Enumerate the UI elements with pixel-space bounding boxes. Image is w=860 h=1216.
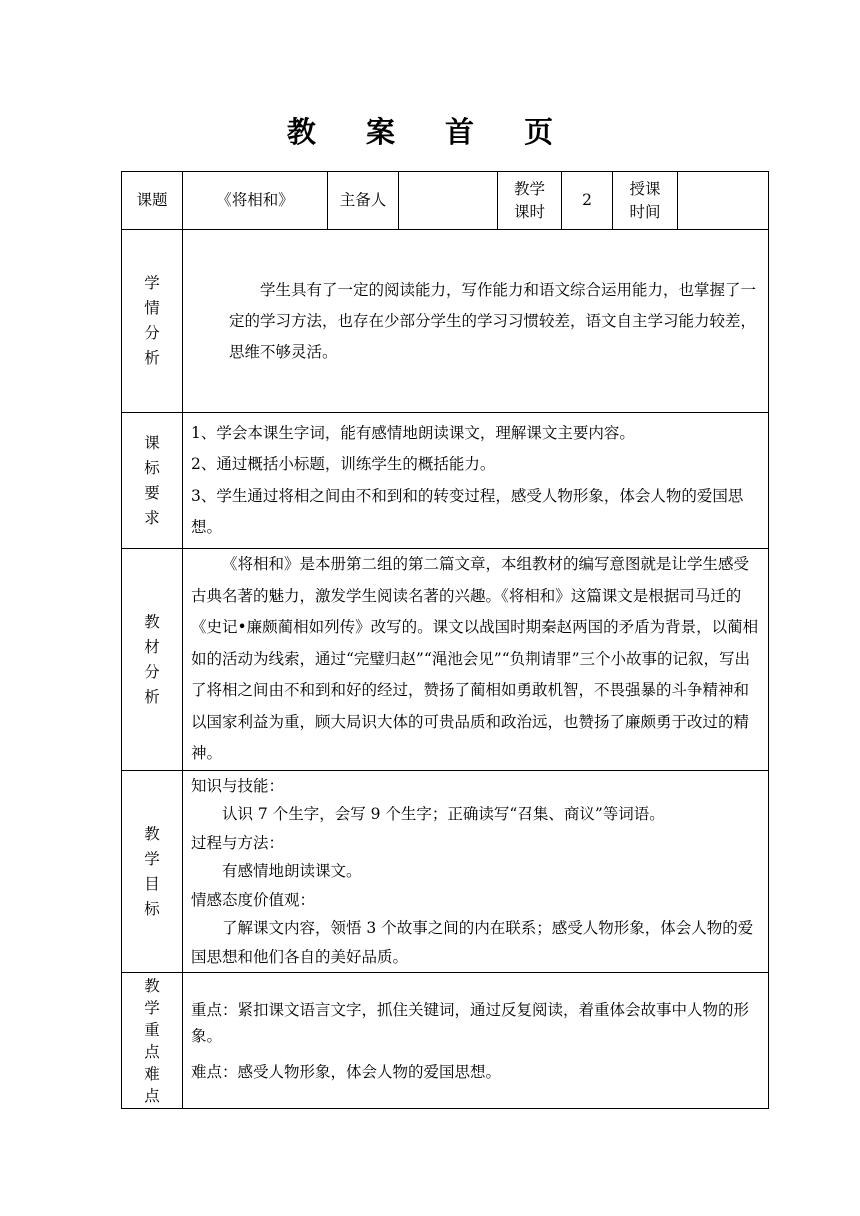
curriculum-item: 3、学生通过将相之间由不和到和的转变过程，感受人物形象，体会人物的爱国思想。: [191, 486, 744, 536]
label-char: 求: [144, 508, 160, 527]
label-char: 教: [144, 976, 160, 995]
hours-value: 2: [562, 172, 613, 230]
knowledge-heading: 知识与技能：: [191, 776, 285, 795]
label-char: 析: [144, 687, 160, 706]
lesson-plan-table: [121, 171, 769, 1109]
curriculum-item: 2、通过概括小标题，训练学生的概括能力。: [191, 455, 496, 473]
label-char: 学: [144, 998, 160, 1017]
label-char: 重: [144, 1020, 160, 1039]
objectives-row: [122, 771, 769, 973]
key-points-content: [183, 973, 769, 1109]
preparer-value: [399, 172, 498, 230]
topic-label: 课题: [122, 172, 183, 230]
label-char: 要: [144, 483, 160, 502]
time-label: [613, 172, 678, 230]
hours-label-line-1: 教学: [513, 179, 545, 198]
page-title: 教 案 首 页: [286, 115, 574, 149]
curriculum-label: [122, 413, 183, 549]
label-char: 学: [144, 849, 160, 868]
material-row: [122, 549, 769, 771]
curriculum-content: [183, 413, 769, 549]
material-label: [122, 549, 183, 771]
curriculum-row: [122, 413, 769, 549]
hours-label-line-2: 课时: [513, 202, 545, 221]
student-analysis-label: [122, 230, 183, 413]
material-content: [183, 549, 769, 771]
emotion-text: 了解课文内容，领悟 3 个故事之间的内在联系；感受人物形象，体会人物的爱国思想和他们各自的美好品质。: [191, 919, 754, 966]
time-label-line-1: 授课: [629, 179, 661, 198]
label-char: 情: [144, 299, 160, 317]
label-char: 分: [144, 324, 160, 342]
preparer-label: 主备人: [328, 172, 399, 230]
label-char: 分: [144, 662, 160, 681]
label-char: 标: [144, 899, 160, 918]
time-value: [678, 172, 769, 230]
process-heading: 过程与方法：: [191, 833, 285, 852]
key-point-text: 重点：紧扣课文语言文字，抓住关键词，通过反复阅读，着重体会故事中人物的形象。: [191, 1000, 750, 1045]
label-char: 点: [144, 1042, 160, 1061]
hours-label: [498, 172, 562, 230]
label-char: 点: [144, 1086, 160, 1105]
curriculum-item: 1、学会本课生字词，能有感情地朗读课文，理解课文主要内容。: [191, 423, 635, 442]
topic-value: 《将相和》: [183, 172, 328, 230]
difficult-point-text: 难点：感受人物形象，体会人物的爱国思想。: [191, 1062, 502, 1081]
emotion-heading: 情感态度价值观：: [191, 890, 316, 909]
time-label-line-2: 时间: [629, 202, 661, 221]
key-points-label: [122, 973, 183, 1109]
knowledge-text: 认识 7 个生字，会写 9 个生字；正确读写“召集、商议”等词语。: [222, 805, 665, 824]
key-points-row: [122, 973, 769, 1109]
label-char: 课: [144, 433, 160, 452]
label-char: 标: [144, 458, 160, 477]
label-char: 教: [144, 612, 160, 631]
objectives-label: [122, 771, 183, 973]
label-char: 难: [144, 1064, 160, 1083]
student-analysis-text: 学生具有了一定的阅读能力，写作能力和语文综合运用能力，也掌握了一定的学习方法，也存在少部分学生的学习习惯较差，语文自主学习能力较差，思维不够灵活。: [229, 280, 757, 361]
label-char: 析: [144, 349, 160, 367]
student-analysis-row: [122, 230, 769, 413]
spacer: [191, 1049, 761, 1059]
material-text: 《将相和》是本册第二组的第二篇文章，本组教材的编写意图就是让学生感受古典名著的魅力，激发学生阅读名著的兴趣。《将相和》这篇课文是根据司马迁的《史记•廉颇蔺相如列传》改写的。课文以战国时期秦赵两国的矛盾为背景，以蔺相如的活动为线索，通过“完璧归赵”“渑池会见”“负荆请罪”三个小故事的记叙，写出了将相之间由不和到和好的经过，赞扬了蔺相如勇敢机智，不畏强暴的斗争精神和以国家利益为重，顾大局识大体的可贵品质和政治远，也赞扬了廉颇勇于改过的精神。: [191, 555, 759, 763]
label-char: 材: [144, 637, 160, 656]
student-analysis-content: [183, 230, 769, 413]
label-char: 学: [144, 274, 160, 292]
label-char: 教: [144, 824, 160, 843]
label-char: 目: [144, 874, 160, 893]
header-row: [122, 172, 769, 230]
objectives-content: [183, 771, 769, 973]
process-text: 有感情地朗读课文。: [222, 862, 362, 881]
